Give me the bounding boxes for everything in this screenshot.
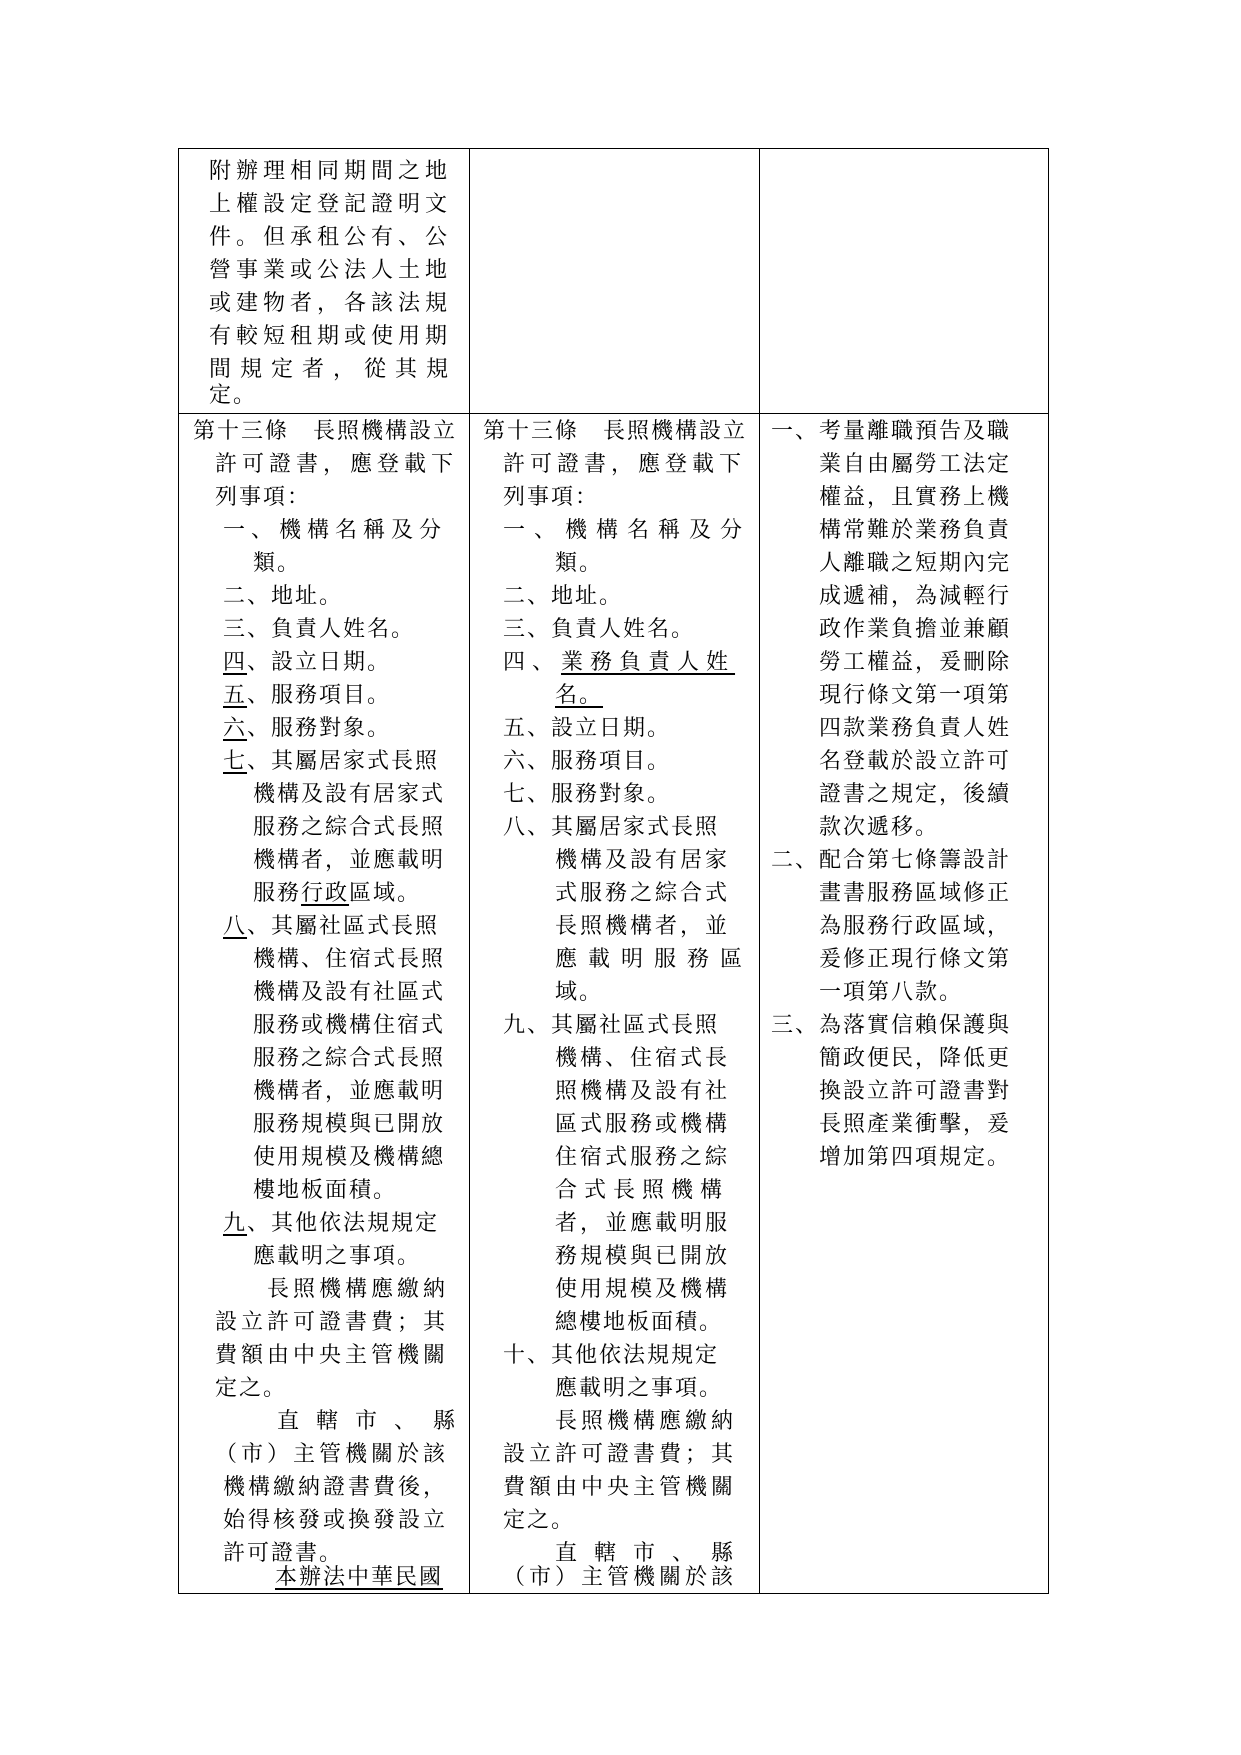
paragraph-line: 直轄市、縣 <box>555 1541 751 1566</box>
amended-number: 八 <box>223 914 248 939</box>
list-item: 八、其屬居家式長照 <box>503 815 720 840</box>
text-line: 照機構及設有社 <box>555 1079 731 1104</box>
explanation-item: 三、為落實信賴保護與 <box>771 1013 1012 1038</box>
text-line: 服務或機構住宿式 <box>253 1013 446 1038</box>
text-line: 業自由屬勞工法定 <box>819 452 1012 477</box>
text-line: 樓地板面積。 <box>253 1178 398 1203</box>
list-item: 七、服務對象。 <box>503 782 672 807</box>
text-line: 為服務行政區域， <box>819 914 1012 939</box>
text-line: 有較短租期或使用期 <box>209 324 453 349</box>
explanation-item: 二、配合第七條籌設計 <box>771 848 1012 873</box>
text-line: 定之。 <box>215 1376 288 1401</box>
deleted-text: 名。 <box>555 683 604 708</box>
list-item: 二、地址。 <box>503 584 624 609</box>
text-line: 區式服務或機構 <box>555 1112 731 1137</box>
text-line: 附辦理相同期間之地 <box>209 159 453 184</box>
list-item: 六、服務項目。 <box>503 749 672 774</box>
amended-number: 四 <box>223 650 248 675</box>
amended-number: 九 <box>223 1211 248 1236</box>
text-line: 權益，且實務上機 <box>819 485 1012 510</box>
text-line: 服務規模與已開放 <box>253 1112 446 1137</box>
paragraph-line: 長照機構應繳納 <box>555 1409 738 1434</box>
text-line: 機構繳納證書費後， <box>223 1475 449 1500</box>
text-line: 間規定者，從其規 <box>209 357 458 382</box>
list-item: 一、機構名稱及分 <box>223 518 448 543</box>
list-item <box>223 646 391 679</box>
text-line: 構常難於業務負責 <box>819 518 1012 543</box>
row1-col1-cell <box>179 149 469 413</box>
text-line: 機構及設有居家 <box>555 848 731 873</box>
text-line: 設立許可證書費；其 <box>503 1442 738 1467</box>
text-line: 機構者，並應載明 <box>253 1079 446 1104</box>
amended-text: 行政 <box>301 881 350 906</box>
text-line: 列事項： <box>215 485 312 510</box>
text-line: 成遞補，為減輕行 <box>819 584 1012 609</box>
text-line: 機構者，並應載明 <box>253 848 446 873</box>
list-item <box>503 646 735 679</box>
amended-paragraph-line: 本辦法中華民國 <box>275 1565 444 1590</box>
list-text: 、其他依法規規定 <box>247 1211 440 1236</box>
text-line: 應載明服務區 <box>555 947 754 972</box>
comparison-table <box>178 148 1049 1594</box>
list-item: 一、機構名稱及分 <box>503 518 752 543</box>
list-item <box>223 712 391 745</box>
text-line: 證書之規定，後續 <box>819 782 1012 807</box>
text-line: 應載明之事項。 <box>555 1376 724 1401</box>
row1-col2-cell <box>469 149 759 413</box>
row2-col1-cell <box>179 413 473 1593</box>
text-line: 使用規模及機構總 <box>253 1145 446 1170</box>
list-item: 二、地址。 <box>223 584 344 609</box>
text-line: 設立許可證書費；其 <box>215 1310 450 1335</box>
article-title: 第十三條 長照機構設立 <box>193 419 458 444</box>
list-text: 、其屬社區式長照 <box>247 914 440 939</box>
list-text: 、服務項目。 <box>247 683 392 708</box>
text-line: 定。 <box>209 383 258 408</box>
text-line: 件。但承租公有、公 <box>209 225 453 250</box>
list-text: 、服務對象。 <box>247 716 392 741</box>
text-line: 許可證書，應登載下 <box>503 452 747 477</box>
text-line: 使用規模及機構 <box>555 1277 731 1302</box>
list-item: 九、其屬社區式長照 <box>503 1013 720 1038</box>
text-line: 許可證書，應登載下 <box>215 452 459 477</box>
text-line: 四款業務負責人姓 <box>819 716 1012 741</box>
text-line: （市）主管機關於該 <box>215 1442 450 1467</box>
text-span: 區域。 <box>349 881 422 906</box>
text-line: 住宿式服務之綜 <box>555 1145 731 1170</box>
text-line: 機構、住宿式長 <box>555 1046 731 1071</box>
list-item <box>223 910 439 943</box>
text-line: 機構、住宿式長照 <box>253 947 446 972</box>
text-line: 長照產業衝擊，爰 <box>819 1112 1012 1137</box>
text-line: 始得核發或換發設立 <box>223 1508 449 1533</box>
article-title: 第十三條 長照機構設立 <box>483 419 748 444</box>
text-line: 人離職之短期內完 <box>819 551 1012 576</box>
text-line: 務規模與已開放 <box>555 1244 731 1269</box>
text-line: 定之。 <box>503 1508 576 1533</box>
text-line: 類。 <box>555 551 604 576</box>
text-line: 機構及設有居家式 <box>253 782 446 807</box>
text-line: 一項第八款。 <box>819 980 964 1005</box>
text-line: 服務之綜合式長照 <box>253 1046 446 1071</box>
amended-number: 五 <box>223 683 248 708</box>
text-line: 列事項： <box>503 485 600 510</box>
list-item: 十、其他依法規規定 <box>503 1343 720 1368</box>
text-line: 名登載於設立許可 <box>819 749 1012 774</box>
text-line: 增加第四項規定。 <box>819 1145 1012 1170</box>
deleted-text: 業務負責人姓 <box>561 650 736 675</box>
list-item <box>223 1207 439 1240</box>
text-line: 機構及設有社區式 <box>253 980 446 1005</box>
text-line: 爰修正現行條文第 <box>819 947 1012 972</box>
row1-col3-cell <box>759 149 1048 413</box>
text-line: 畫書服務區域修正 <box>819 881 1012 906</box>
text-line: 域。 <box>555 980 604 1005</box>
text-line: 或建物者，各該法規 <box>209 291 453 316</box>
text-line: 勞工權益，爰刪除 <box>819 650 1012 675</box>
list-text: 、設立日期。 <box>247 650 392 675</box>
row2-col2-cell <box>469 413 759 1593</box>
text-span: 服務 <box>253 881 302 906</box>
text-line: 上權設定登記證明文 <box>209 192 453 217</box>
text-line: 類。 <box>253 551 302 576</box>
text-line: （市）主管機關於該 <box>503 1565 738 1590</box>
list-text: 、其屬居家式長照 <box>247 749 440 774</box>
text-line: 款次遞移。 <box>819 815 940 840</box>
list-item: 五、設立日期。 <box>503 716 672 741</box>
text-line: 總樓地板面積。 <box>555 1310 724 1335</box>
list-item: 三、負責人姓名。 <box>503 617 696 642</box>
text-line: 簡政便民，降低更 <box>819 1046 1012 1071</box>
text-line: 服務之綜合式長照 <box>253 815 446 840</box>
text-line: 政作業負擔並兼顧 <box>819 617 1012 642</box>
text-line: 者，並應載明服 <box>555 1211 731 1236</box>
amended-number: 六 <box>223 716 248 741</box>
text-line: 長照機構者，並 <box>555 914 731 939</box>
text-line: 合式長照機構 <box>555 1178 730 1203</box>
text-line: 費額由中央主管機關 <box>215 1343 450 1368</box>
amended-number: 七 <box>223 749 248 774</box>
text-line: 營事業或公法人土地 <box>209 258 453 283</box>
text-line: 許可證書。 <box>223 1541 344 1566</box>
list-number: 四、 <box>503 650 562 675</box>
list-item <box>223 679 391 712</box>
text-line: 換設立許可證書對 <box>819 1079 1012 1104</box>
text-line: 式服務之綜合式 <box>555 881 731 906</box>
paragraph-line: 直轄市、縣 <box>277 1409 473 1434</box>
paragraph-line: 長照機構應繳納 <box>267 1277 450 1302</box>
list-item <box>223 745 439 778</box>
text-line: 現行條文第一項第 <box>819 683 1012 708</box>
list-item: 三、負責人姓名。 <box>223 617 416 642</box>
row2-col3-cell <box>759 413 1048 1593</box>
text-line <box>253 877 421 910</box>
text-line: 應載明之事項。 <box>253 1244 422 1269</box>
text-line: 費額由中央主管機關 <box>503 1475 738 1500</box>
explanation-item: 一、考量離職預告及職 <box>771 419 1012 444</box>
